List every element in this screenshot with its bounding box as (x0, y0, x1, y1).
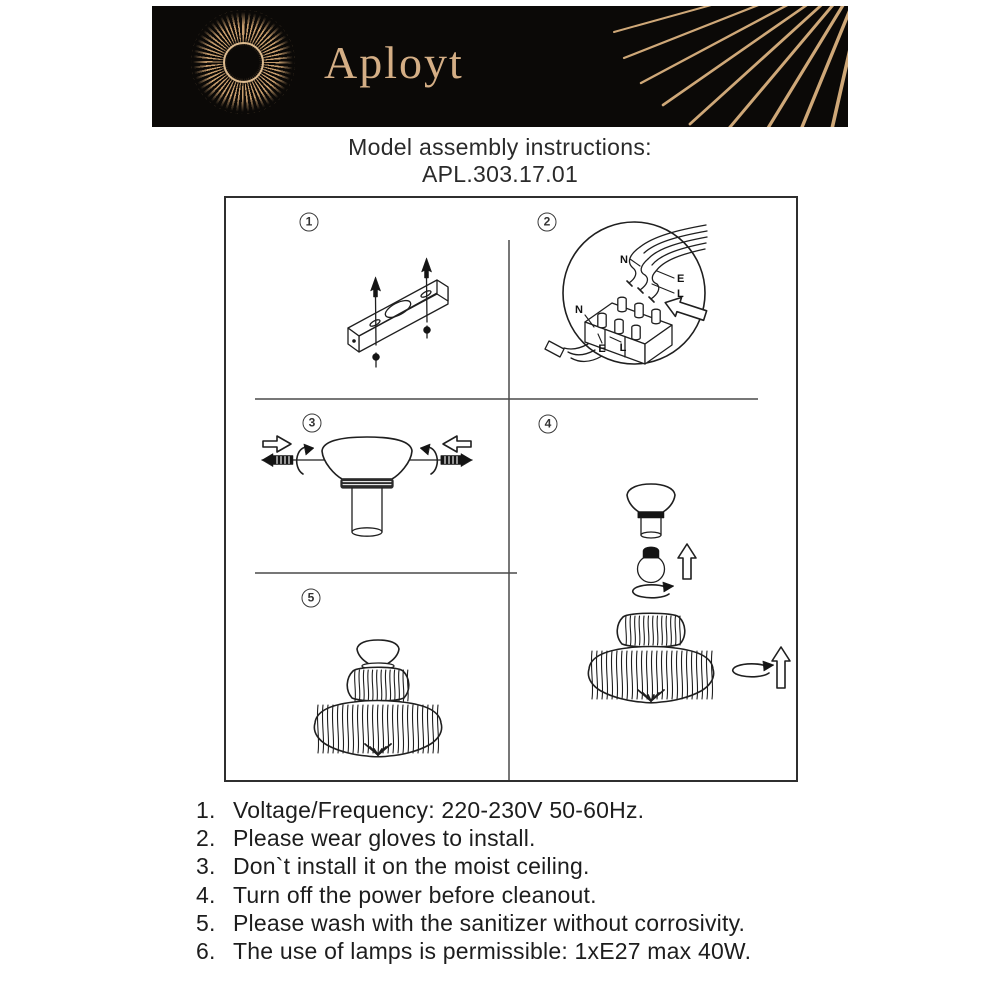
wire-label-top-e: E (677, 273, 685, 285)
assembly-diagram-art (224, 196, 798, 782)
sunburst-logo-icon (191, 10, 295, 114)
step-3-number: 3 (303, 414, 322, 433)
step-4-number: 4 (539, 415, 558, 434)
assembly-diagram (224, 196, 798, 782)
item-text: Please wear gloves to install. (233, 825, 536, 852)
model-number: APL.303.17.01 (421, 161, 579, 187)
wire-label-bottom-n: N (575, 304, 583, 316)
step-2-diagram (545, 222, 708, 364)
item-number: 5. (196, 909, 216, 936)
list-item (196, 824, 876, 852)
brand-name: Aployt (324, 37, 464, 88)
item-text: Voltage/Frequency: 220-230V 50-60Hz. (233, 797, 645, 823)
wire-label-bottom-l: L (619, 342, 627, 354)
step-5-diagram (314, 640, 441, 757)
step-1-number: 1 (300, 213, 319, 232)
brand-banner (152, 6, 848, 127)
item-number: 1. (196, 797, 216, 823)
list-item (196, 881, 876, 909)
step-1-diagram (348, 258, 448, 367)
item-number: 6. (196, 938, 216, 965)
instructions-list (196, 796, 876, 965)
title-block (0, 134, 1000, 188)
list-item (196, 852, 876, 880)
step-3-diagram (262, 436, 472, 536)
list-item (196, 909, 876, 937)
step-2-number: 2 (538, 213, 557, 232)
item-number: 3. (196, 853, 216, 880)
wire-label-top-n: N (620, 254, 628, 266)
item-text: Turn off the power before cleanout. (233, 881, 597, 908)
wire-label-top-l: L (677, 288, 684, 300)
item-number: 4. (196, 881, 216, 908)
item-text: Please wash with the sanitizer without corrosivity. (233, 909, 746, 936)
page-title: Model assembly instructions: (348, 134, 652, 160)
item-number: 2. (196, 825, 216, 852)
item-text: The use of lamps is permissible: 1xE27 max 40W. (233, 938, 752, 965)
step-4-diagram (588, 484, 790, 703)
list-item (196, 937, 876, 965)
step-5-number: 5 (302, 589, 321, 608)
list-item (196, 796, 876, 824)
wire-label-bottom-e: E (598, 343, 606, 355)
item-text: Don`t install it on the moist ceiling. (233, 853, 590, 880)
